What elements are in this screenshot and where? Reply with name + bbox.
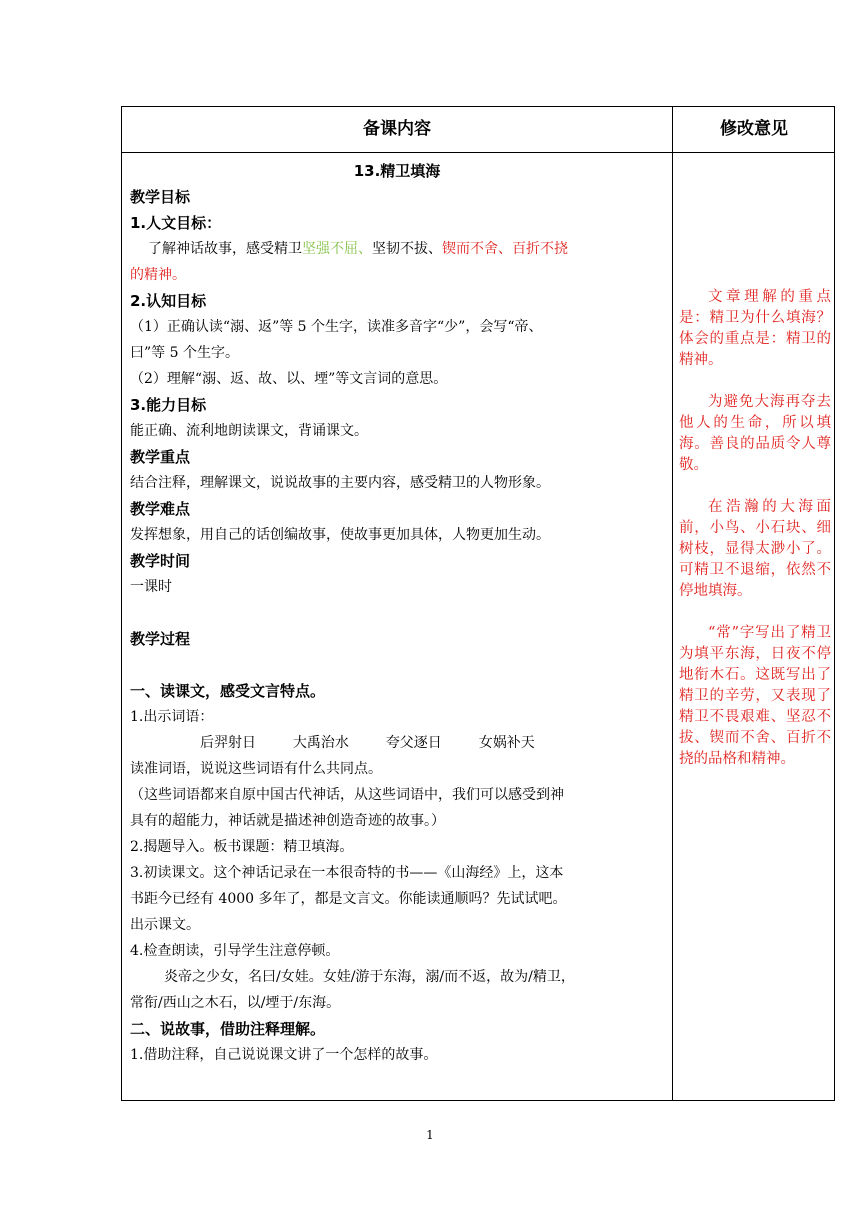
section1-heading: 一、读课文，感受文言特点。 [130, 682, 326, 700]
goals-heading: 教学目标 [130, 188, 191, 206]
ability-text: 能正确、流利地朗读课文，背诵课文。 [130, 423, 368, 439]
cognitive-item-1a: （1）正确认读“溺、返”等 5 个生字，读准多音字“少”，会写“帝、 [130, 319, 543, 335]
step3-a: 3.初读课文。这个神话记录在一本很奇特的书——《山海经》上，这本 [130, 865, 564, 881]
comments-column-header: 修改意见 [720, 119, 788, 139]
step3-b: 书距今已经有 4000 多年了，都是文言文。你能读通顺吗？先试试吧。 [130, 891, 567, 907]
page-number: 1 [426, 1128, 434, 1142]
focus-text: 结合注释，理解课文，说说故事的主要内容，感受精卫的人物形象。 [130, 475, 550, 491]
humanistic-pre: 了解神话故事，感受精卫 [148, 241, 302, 257]
step4: 4.检查朗读，引导学生注意停顿。 [130, 943, 340, 959]
humanistic-line-1 [130, 236, 664, 262]
humanistic-green: 坚强不屈、 [302, 241, 372, 257]
time-text: 一课时 [130, 579, 172, 595]
comments-column [679, 287, 831, 791]
cognitive-item-1b: 曰”等 5 个生字。 [130, 345, 239, 361]
content-column-header: 备课内容 [363, 119, 431, 139]
humanistic-heading: 1.人文目标： [130, 214, 222, 232]
ability-heading: 3.能力目标 [130, 396, 207, 414]
word-3: 夸父逐日 [385, 735, 442, 751]
step1-note-b: 具有的超能力，神话就是描述神创造奇迹的故事。） [130, 813, 445, 829]
column-divider [672, 107, 673, 1100]
header-divider [122, 152, 834, 153]
step3-c: 出示课文。 [130, 917, 200, 933]
lesson-plan-table [121, 106, 835, 1101]
humanistic-red-1: 锲而不舍、百折不挠 [442, 241, 568, 257]
comment-2: 为避免大海再夺去他人的生命，所以填海。善良的品质令人尊敬。 [679, 394, 831, 473]
cognitive-heading: 2.认知目标 [130, 292, 207, 310]
cognitive-item-2: （2）理解“溺、返、故、以、堙”等文言词的意思。 [130, 371, 448, 387]
word-2: 大禹治水 [292, 735, 349, 751]
section2-heading: 二、说故事，借助注释理解。 [130, 1020, 326, 1038]
time-heading: 教学时间 [130, 552, 191, 570]
step1-prompt: 读准词语，说说这些词语有什么共同点。 [130, 761, 382, 777]
comment-3: 在浩瀚的大海面前，小鸟、小石块、细树枝，显得太渺小了。可精卫不退缩，依然不停地填海。 [679, 499, 831, 599]
word-1: 后羿射日 [200, 735, 256, 751]
step2: 2.揭题导入。板书课题：精卫填海。 [130, 839, 354, 855]
focus-heading: 教学重点 [130, 448, 191, 466]
text-pause-b: 常衔/西山之木石，以/堙于/东海。 [130, 995, 341, 1011]
humanistic-mid: 坚韧不拔、 [372, 241, 442, 257]
lesson-title: 13.精卫填海 [353, 162, 441, 180]
lesson-content [130, 158, 664, 1068]
difficulty-text: 发挥想象，用自己的话创编故事，使故事更加具体，人物更加生动。 [130, 527, 550, 543]
difficulty-heading: 教学难点 [130, 500, 191, 518]
comment-4: “常”字写出了精卫为填平东海，日夜不停地衔木石。这既写出了精卫的辛劳，又表现了精卫不畏艰难、坚忍不拔、锲而不舍、百折不挠的品格和精神。 [679, 625, 831, 767]
process-heading: 教学过程 [130, 630, 191, 648]
text-pause-a: 炎帝之少女，名曰/女娃。女娃/游于东海，溺/而不返，故为/精卫， [164, 969, 575, 985]
s2-step1: 1.借助注释，自己说说课文讲了一个怎样的故事。 [130, 1047, 438, 1063]
step1-note-a: （这些词语都来自原中国古代神话，从这些词语中，我们可以感受到神 [130, 787, 564, 803]
comment-1: 文章理解的重点是：精卫为什么填海？体会的重点是：精卫的精神。 [679, 289, 831, 368]
step1: 1.出示词语： [130, 709, 214, 725]
humanistic-red-2: 的精神。 [130, 267, 186, 283]
word-4: 女娲补天 [478, 735, 535, 751]
idiom-words [130, 730, 664, 756]
